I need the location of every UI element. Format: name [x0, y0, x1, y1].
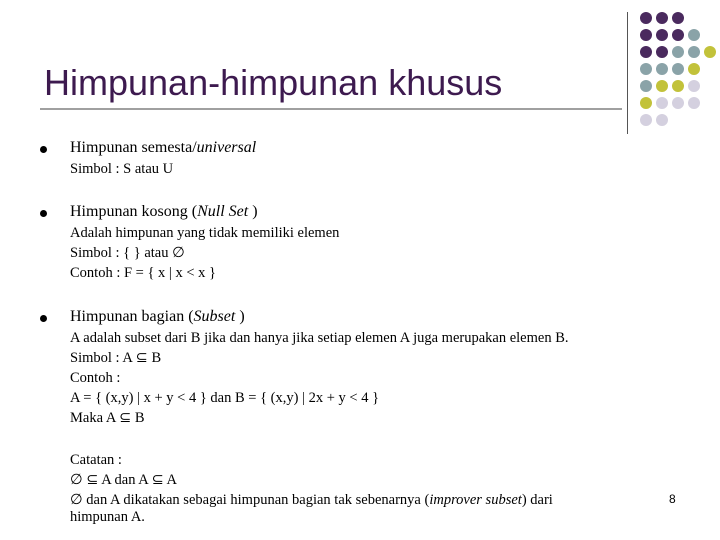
heading-italic: Null Set [197, 203, 249, 220]
body-line: Contoh : [70, 370, 121, 386]
dot [656, 80, 668, 92]
heading-text: ) [235, 308, 245, 325]
note-line: Catatan : [70, 452, 122, 468]
heading-italic: Subset [193, 308, 236, 325]
body-line: Adalah himpunan yang tidak memiliki elemen [70, 225, 340, 241]
dot [672, 80, 684, 92]
body-line: Maka A ⊆ B [70, 410, 145, 426]
body-line: Simbol : { } atau ∅ [70, 245, 185, 261]
note-italic: improver subset [429, 492, 522, 508]
dot [688, 46, 700, 58]
bullet-icon [40, 315, 47, 322]
dot [688, 29, 700, 41]
heading-text: Himpunan kosong ( [70, 203, 198, 220]
dot [640, 63, 652, 75]
note-line: himpunan A. [70, 509, 145, 525]
dot [688, 63, 700, 75]
dot [640, 80, 652, 92]
dot [656, 46, 668, 58]
heading-text: Himpunan semesta/ [70, 139, 197, 156]
heading-text: ) [248, 203, 258, 220]
dot [672, 63, 684, 75]
dot [688, 97, 700, 109]
dot [656, 29, 668, 41]
body-line: A adalah subset dari B jika dan hanya jika setiap elemen A juga merupakan elemen B. [70, 330, 569, 346]
dot [640, 97, 652, 109]
vertical-divider [627, 12, 628, 134]
title-underline [40, 108, 622, 110]
dot [656, 97, 668, 109]
dot [656, 12, 668, 24]
dot [672, 12, 684, 24]
dot [656, 63, 668, 75]
dot [672, 97, 684, 109]
dot [672, 29, 684, 41]
dot [640, 12, 652, 24]
body-line: Simbol : A ⊆ B [70, 350, 162, 366]
note-text: ) dari [521, 492, 553, 508]
bullet-icon [40, 146, 47, 153]
bullet-icon [40, 210, 47, 217]
dot [640, 29, 652, 41]
note-text: ∅ dan A dikatakan sebagai himpunan bagian tak sebenarnya ( [70, 492, 430, 508]
section-heading [70, 308, 245, 326]
dot [672, 46, 684, 58]
heading-text: Himpunan bagian ( [70, 308, 194, 325]
note-line: ∅ ⊆ A dan A ⊆ A [70, 472, 178, 488]
note-line [70, 492, 553, 508]
section-heading [70, 139, 256, 157]
heading-italic: universal [196, 139, 257, 156]
slide-title: Himpunan-himpunan khusus [44, 62, 503, 103]
page-number: 8 [669, 492, 676, 506]
dot [688, 80, 700, 92]
dot [640, 114, 652, 126]
body-line: A = { (x,y) | x + y < 4 } dan B = { (x,y) | 2x + y < 4 } [70, 390, 380, 406]
dot [640, 46, 652, 58]
dot [656, 114, 668, 126]
section-heading [70, 203, 258, 221]
body-line: Simbol : S atau U [70, 161, 174, 177]
body-line: Contoh : F = { x | x < x } [70, 265, 216, 281]
dot [704, 46, 716, 58]
